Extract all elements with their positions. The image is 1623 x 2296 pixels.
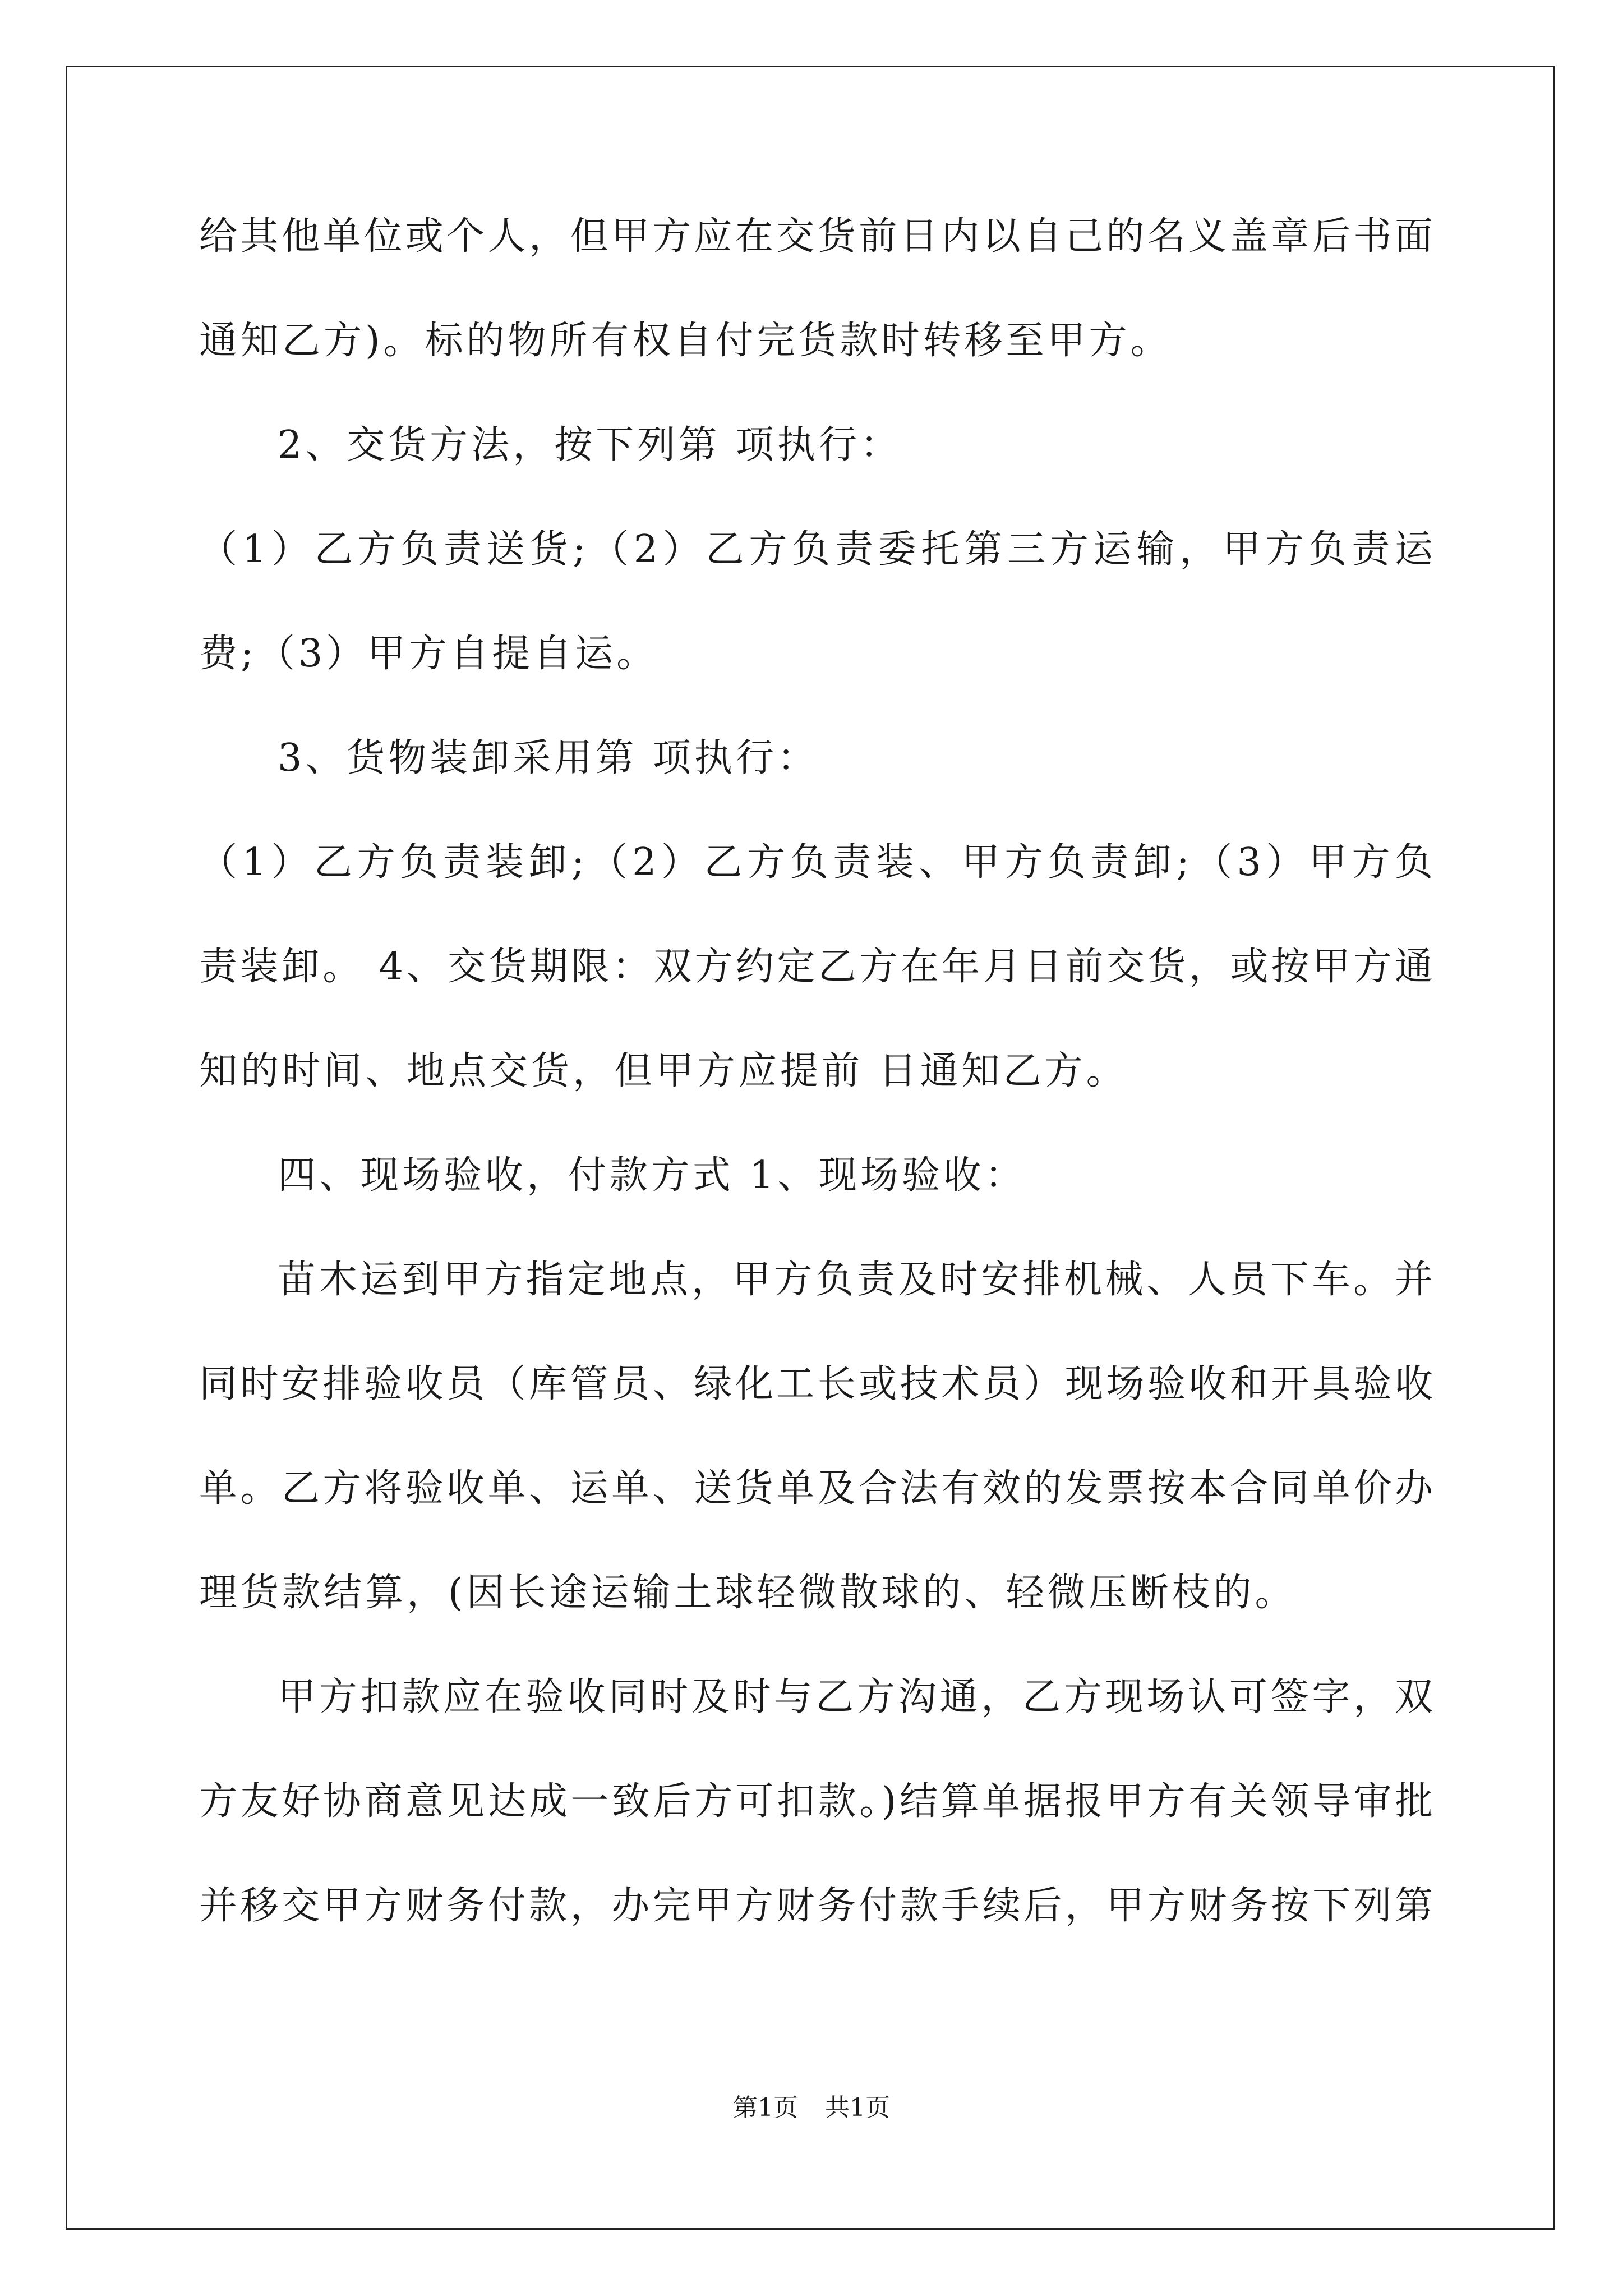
text-line: 2、交货方法，按下列第 项执行： [278,423,902,467]
text-line: 通知乙方)。标的物所有权自付完货款时转移至甲方。 [199,319,1172,363]
text-line: 甲方扣款应在验收同时及时与乙方沟通，乙方现场认可签字，双 [278,1675,1433,1719]
text-line: 费;（3）甲方自提自运。 [199,632,658,676]
page-number: 第1页 [733,2093,798,2122]
text-line: 四、现场验收，付款方式 1、现场验收： [278,1153,1026,1198]
text-line: （1）乙方负责送货;（2）乙方负责委托第三方运输，甲方负责运 [199,527,1433,572]
text-line: 方友好协商意见达成一致后方可扣款。)结算单据报甲方有关领导审批 [199,1779,1433,1824]
text-line: 责装卸。 4、交货期限：双方约定乙方在年月日前交货，或按甲方通 [199,945,1433,989]
text-line: 并移交甲方财务付款，办完甲方财务付款手续后，甲方财务按下列第 [199,1884,1433,1928]
text-line: 给其他单位或个人，但甲方应在交货前日内以自己的名义盖章后书面 [199,214,1433,259]
text-line: 3、货物装卸采用第 项执行： [278,736,819,780]
text-line: 苗木运到甲方指定地点，甲方负责及时安排机械、人员下车。并 [278,1258,1433,1302]
text-line: （1）乙方负责装卸;（2）乙方负责装、甲方负责卸;（3）甲方负 [199,840,1433,885]
text-line: 知的时间、地点交货，但甲方应提前 日通知乙方。 [199,1049,1128,1093]
text-line: 单。乙方将验收单、运单、送货单及合法有效的发票按本合同单价办 [199,1466,1433,1511]
text-line: 同时安排验收员（库管员、绿化工长或技术员）现场验收和开具验收 [199,1362,1433,1406]
text-line: 理货款结算，(因长途运输土球轻微散球的、轻微压断枝的。 [199,1571,1297,1615]
page-footer [0,2091,1623,2125]
page-total: 共1页 [825,2093,890,2122]
